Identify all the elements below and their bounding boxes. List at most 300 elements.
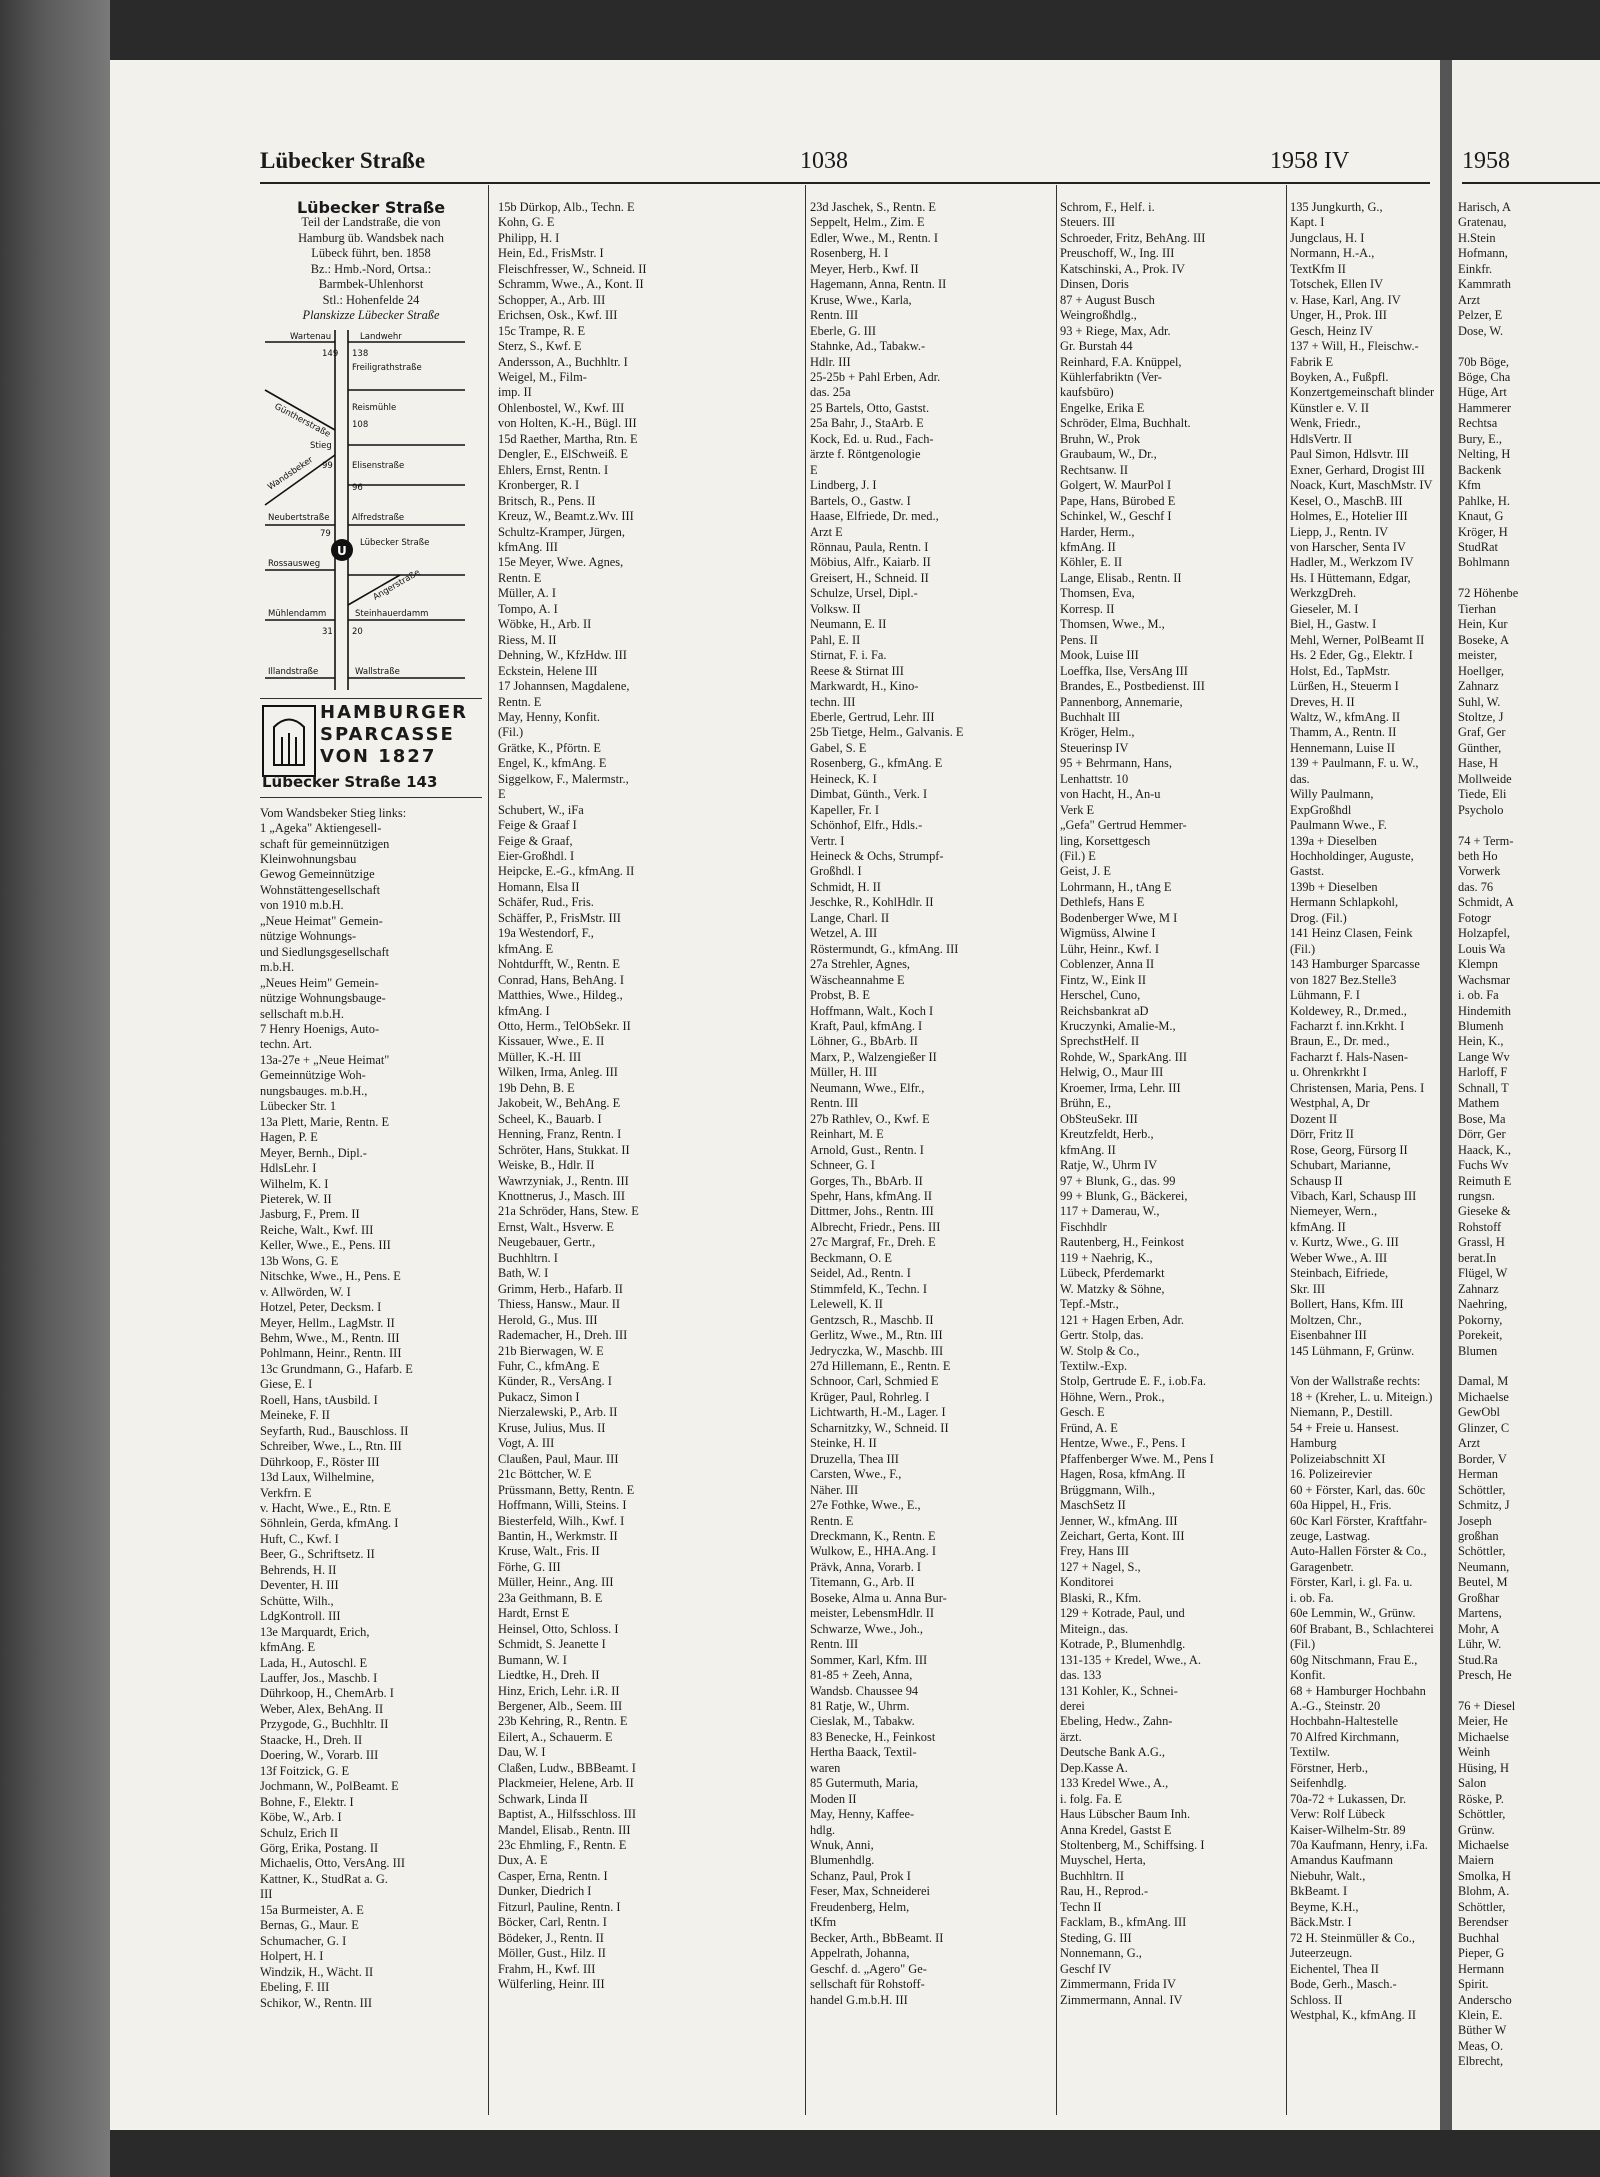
map-label: Güntherstraße	[272, 401, 332, 440]
directory-entry: das. 133	[1060, 1668, 1102, 1683]
directory-entry: Wigmüss, Alwine I	[1060, 926, 1156, 941]
directory-entry: Gabel, S. E	[810, 740, 867, 755]
directory-entry: Lübecker Str. 1	[260, 1099, 337, 1114]
directory-entry: LdgKontroll. III	[260, 1609, 341, 1624]
directory-entry: 23c Ehmling, F., Rentn. E	[498, 1838, 627, 1853]
directory-entry: 13f Foitzick, G. E	[260, 1763, 350, 1778]
directory-entry: v. Allwörden, W. I	[260, 1284, 351, 1299]
directory-entry: Großhar	[1458, 1590, 1500, 1605]
directory-entry: Pokorny,	[1458, 1312, 1503, 1327]
map-label: Lübecker Straße	[360, 537, 430, 548]
directory-entry: Großhdl. I	[810, 864, 862, 879]
directory-entry: 131 Kohler, K., Schnei-	[1060, 1683, 1178, 1698]
directory-entry: Verw: Rolf Lübeck	[1290, 1807, 1385, 1822]
page-gutter	[1440, 60, 1452, 2130]
directory-entry: 139a + Dieselben	[1290, 833, 1377, 848]
directory-entry: Müller, Heinr., Ang. III	[498, 1575, 614, 1590]
directory-entry: Fründ, A. E	[1060, 1420, 1118, 1435]
directory-entry: HdlsLehr. I	[260, 1161, 317, 1176]
directory-entry: Boseke, Alma u. Anna Bur-	[810, 1590, 947, 1605]
directory-entry: Roell, Hans, tAusbild. I	[260, 1392, 378, 1407]
directory-entry: Zahnarz	[1458, 679, 1499, 694]
directory-entry: Schopper, A., Arb. III	[498, 292, 606, 307]
directory-entry: Dinsen, Doris	[1060, 277, 1129, 292]
directory-entry: Harisch, A	[1458, 200, 1511, 214]
directory-entry: Hermann Schlapkohl,	[1290, 895, 1399, 910]
directory-entry: 23a Geithmann, B. E	[498, 1590, 603, 1605]
directory-entry: Hein, Kur	[1458, 617, 1508, 632]
directory-entry: Meyer, Herb., Kwf. II	[810, 261, 919, 276]
directory-entry: Rentn. E	[810, 1513, 854, 1528]
directory-entry: Thamm, A., Rentn. II	[1290, 725, 1397, 740]
directory-entry: Appelrath, Johanna,	[810, 1946, 910, 1961]
directory-entry: 76 + Diesel	[1458, 1698, 1516, 1713]
directory-entry: Böge, Cha	[1458, 369, 1511, 384]
directory-entry: Michaelse	[1458, 1389, 1509, 1404]
directory-entry: 16. Polizeirevier	[1290, 1467, 1372, 1482]
directory-entry: Feige & Graaf,	[498, 833, 573, 848]
directory-entry: Feser, Max, Schneiderei	[810, 1884, 930, 1899]
directory-entry: Pohlmann, Heinr., Rentn. III	[260, 1346, 402, 1361]
directory-entry: Koldewey, R., Dr.med.,	[1290, 1003, 1407, 1018]
directory-entry: Pfaffenberger Wwe. M., Pens I	[1060, 1451, 1214, 1466]
directory-entry: Dörr, Ger	[1458, 1127, 1506, 1142]
directory-entry: 15a Burmeister, A. E	[260, 1902, 364, 1917]
directory-entry: Hein, Ed., FrisMstr. I	[498, 246, 604, 261]
directory-entry: Hennemann, Luise II	[1290, 740, 1395, 755]
directory-entry: Konzertgemeinschaft blinder	[1290, 385, 1435, 400]
directory-entry: Conrad, Hans, BehAng. I	[498, 972, 624, 987]
directory-entry: kfmAng. E	[498, 941, 554, 956]
directory-entry: Ohlenbostel, W., Kwf. III	[498, 400, 625, 415]
map-label: Wandsbeker	[266, 454, 315, 493]
directory-entry: Niemeyer, Wern.,	[1290, 1204, 1378, 1219]
directory-entry: Fuhr, C., kfmAng. E	[498, 1358, 600, 1373]
directory-entry: Schnall, T	[1458, 1080, 1509, 1095]
directory-entry: 15e Meyer, Wwe. Agnes,	[498, 555, 624, 570]
page-number: 1038	[800, 148, 848, 174]
directory-entry: Paul Simon, Hdlsvtr. III	[1290, 447, 1409, 462]
directory-entry: Heipcke, E.-G., kfmAng. II	[498, 864, 635, 879]
directory-entry: WerkzgDreh.	[1290, 586, 1357, 601]
street-title-header: Lübecker Straße	[260, 148, 426, 173]
directory-entry: 13a-27e + „Neue Heimat"	[260, 1052, 390, 1067]
directory-entry: Gastst.	[1290, 864, 1325, 879]
directory-entry: Eberle, G. III	[810, 323, 877, 338]
directory-entry: Eier-Großhdl. I	[498, 849, 575, 864]
directory-entry: i. ob. Fa.	[1290, 1590, 1334, 1605]
directory-entry: Gerlitz, Wwe., M., Rtn. III	[810, 1328, 943, 1343]
directory-entry: Homann, Elsa II	[498, 879, 580, 894]
directory-entry: Hochholdinger, Auguste,	[1290, 849, 1414, 864]
directory-entry: Buchhalt III	[1060, 709, 1121, 724]
directory-entry: Plackmeier, Helene, Arb. II	[498, 1776, 634, 1791]
directory-entry: Böcker, Carl, Rentn. I	[498, 1915, 607, 1930]
directory-entry: Wetzel, A. III	[810, 926, 878, 941]
directory-entry: Rentn. III	[810, 1096, 859, 1111]
directory-entry: Arzt	[1458, 292, 1481, 307]
directory-entry: 117 + Damerau, W.,	[1060, 1204, 1160, 1219]
directory-entry: Rademacher, H., Dreh. III	[498, 1328, 628, 1343]
directory-entry: Britsch, R., Pens. II	[498, 493, 596, 508]
directory-entry: Niemann, P., Destill.	[1290, 1405, 1393, 1420]
directory-entry: Hase, H	[1458, 756, 1498, 771]
directory-entry: Polizeiabschnitt XI	[1290, 1451, 1386, 1466]
directory-entry: Schöttler,	[1458, 1807, 1506, 1822]
directory-entry: Giese, E. I	[260, 1377, 313, 1392]
directory-entry: 74 + Term-	[1458, 833, 1514, 848]
directory-entry: Lühr, Heinr., Kwf. I	[1060, 941, 1159, 956]
directory-entry: TextKfm II	[1290, 261, 1346, 276]
directory-entry: Hdlr. III	[810, 354, 851, 369]
directory-entry: Schmitz, J	[1458, 1498, 1510, 1513]
directory-entry: Prüssmann, Betty, Rentn. E	[498, 1482, 635, 1497]
header-rule	[1462, 182, 1600, 184]
directory-entry: 13e Marquardt, Erich,	[260, 1624, 370, 1639]
directory-entry: Riess, M. II	[498, 632, 557, 647]
directory-entry: Baptist, A., Hilfsschloss. III	[498, 1807, 637, 1822]
directory-entry: W. Stolp & Co.,	[1060, 1343, 1140, 1358]
directory-entry: Konfit.	[1290, 1668, 1326, 1683]
directory-entry: Löhner, G., BbArb. II	[810, 1034, 918, 1049]
map-label: 20	[352, 626, 363, 637]
directory-entry: Neugebauer, Gertr.,	[498, 1235, 596, 1250]
directory-entry: Bohne, F., Elektr. I	[260, 1794, 354, 1809]
directory-entry: 27d Hillemann, E., Rentn. E	[810, 1358, 951, 1373]
directory-entry: Köhler, E. II	[1060, 555, 1123, 570]
directory-entry: waren	[810, 1760, 841, 1775]
directory-entry: Mehl, Werner, PolBeamt II	[1290, 632, 1425, 647]
directory-entry: Matthies, Wwe., Hildeg.,	[498, 988, 623, 1003]
directory-entry: Näher. III	[810, 1482, 859, 1497]
directory-entry: Kröger, H	[1458, 524, 1508, 539]
directory-entry: Meas, O.	[1458, 2038, 1504, 2053]
directory-entry: zeuge, Lastwag.	[1290, 1528, 1371, 1543]
directory-entry: m.b.H.	[260, 960, 295, 975]
directory-entry: Hadler, M., Werkzom IV	[1290, 555, 1414, 570]
directory-entry: 135 Jungkurth, G.,	[1290, 200, 1383, 214]
directory-entry: Feige & Graaf I	[498, 818, 577, 833]
directory-entry: Hardt, Ernst E	[498, 1606, 570, 1621]
directory-entry: Vorwerk	[1458, 864, 1501, 879]
directory-entry: Zimmermann, Annal. IV	[1060, 1992, 1183, 2007]
directory-entry: 60e Lemmin, W., Grünw.	[1290, 1606, 1416, 1621]
directory-entry: Wandsb. Chaussee 94	[810, 1683, 919, 1698]
directory-entry: Lauffer, Jos., Maschb. I	[260, 1671, 378, 1685]
directory-entry: 97 + Blunk, G., das. 99	[1060, 1173, 1176, 1188]
directory-entry: Jeschke, R., KohlHdlr. II	[810, 895, 934, 910]
directory-entry: Graubaum, W., Dr.,	[1060, 447, 1157, 462]
directory-entry: Harder, Herm.,	[1060, 524, 1135, 539]
directory-entry: 21a Schröder, Hans, Stew. E	[498, 1204, 639, 1219]
directory-entry: Blumen	[1458, 1343, 1498, 1358]
directory-entry: Deventer, H. III	[260, 1578, 339, 1593]
directory-entry: tKfm	[810, 1915, 837, 1930]
directory-entry: 25a Bahr, J., StaArb. E	[810, 416, 924, 431]
directory-entry: Brühn, E.,	[1060, 1096, 1111, 1111]
directory-entry: Fabrik E	[1290, 354, 1334, 369]
map-label: 31	[322, 626, 333, 637]
directory-entry: Lada, H., Autoschl. E	[260, 1655, 368, 1670]
directory-entry: Anderscho	[1458, 1992, 1512, 2007]
directory-entry: Kronberger, R. I	[498, 478, 580, 493]
directory-entry: Gewog Gemeinnützige	[260, 867, 375, 882]
directory-entry: Rau, H., Reprod.-	[1060, 1884, 1149, 1899]
directory-entry: Garagenbetr.	[1290, 1559, 1354, 1574]
directory-entry: Geschf IV	[1060, 1961, 1112, 1976]
directory-entry: Gemeinnützige Woh-	[260, 1068, 366, 1083]
directory-entry: 60 + Förster, Karl, das. 60c	[1290, 1482, 1426, 1497]
directory-entry: Pieterek, W. II	[260, 1191, 332, 1206]
directory-entry: Heinsel, Otto, Schloss. I	[498, 1621, 619, 1636]
directory-entry: HdlsVertr. II	[1290, 431, 1352, 446]
directory-entry: 95 + Behrmann, Hans,	[1060, 756, 1172, 771]
directory-entry: Förhe, G. III	[498, 1559, 561, 1574]
directory-entry: III	[260, 1887, 273, 1902]
directory-entry: Meyer, Hellm., LagMstr. II	[260, 1315, 395, 1330]
directory-entry: 99 + Blunk, G., Bäckerei,	[1060, 1189, 1188, 1203]
column-2-entries	[498, 200, 798, 2100]
directory-entry: Blaski, R., Kfm.	[1060, 1590, 1142, 1605]
directory-entry: Schäfer, Rud., Fris.	[498, 895, 594, 910]
street-intro-line: Bz.: Hmb.-Nord, Ortsa.:	[310, 261, 432, 276]
directory-entry: 83 Benecke, H., Feinkost	[810, 1729, 936, 1744]
map-label: Rossausweg	[268, 558, 321, 569]
directory-entry: 13a Plett, Marie, Rentn. E	[260, 1114, 390, 1129]
directory-entry: Sterz, S., Kwf. E	[498, 339, 582, 354]
directory-entry: BkBeamt. I	[1290, 1884, 1348, 1899]
directory-entry: StudRat	[1458, 539, 1498, 554]
directory-entry: Presch, He	[1458, 1668, 1512, 1683]
directory-entry: Dreckmann, K., Rentn. E	[810, 1528, 936, 1543]
directory-entry: Bäck.Mstr. I	[1290, 1915, 1352, 1930]
directory-entry: Probst, B. E	[810, 988, 870, 1003]
directory-entry: Wilhelm, K. I	[260, 1176, 329, 1191]
directory-entry	[1458, 1684, 1598, 1699]
sparcasse-advertisement	[260, 698, 482, 798]
directory-entry: Steuers. III	[1060, 215, 1116, 230]
directory-entry	[1458, 571, 1598, 586]
directory-entry: Weiske, B., Hdlr. II	[498, 1158, 595, 1173]
directory-entry: Wawrzyniak, J., Rentn. III	[498, 1173, 629, 1188]
directory-entry: Schnoor, Carl, Schmied E	[810, 1374, 939, 1389]
directory-entry: Jungclaus, H. I	[1290, 230, 1365, 245]
directory-entry: Frey, Hans III	[1060, 1544, 1130, 1559]
directory-entry: Knottnerus, J., Masch. III	[498, 1189, 625, 1203]
directory-entry: Lelewell, K. II	[810, 1297, 883, 1312]
directory-entry: Braun, E., Dr. med.,	[1290, 1034, 1390, 1049]
directory-entry: ling, Korsettgesch	[1060, 833, 1151, 848]
directory-entry: Gentzsch, R., Maschb. II	[810, 1312, 934, 1327]
directory-entry: Künstler e. V. II	[1290, 400, 1370, 415]
directory-entry: Porekeit,	[1458, 1328, 1503, 1343]
directory-entry: Hagemann, Anna, Rentn. II	[810, 277, 947, 292]
map-label: Landwehr	[360, 331, 402, 342]
street-intro-line: Lübeck führt, ben. 1858	[311, 246, 431, 261]
map-label: Alfredstraße	[352, 512, 405, 523]
directory-entry: Schumacher, G. I	[260, 1933, 347, 1948]
directory-entry: 72 H. Steinmüller & Co.,	[1290, 1930, 1415, 1945]
directory-entry: sellschaft m.b.H.	[260, 1006, 344, 1021]
directory-entry: Reinhart, M. E	[810, 1127, 884, 1142]
directory-entry: Pukacz, Simon I	[498, 1389, 580, 1404]
directory-entry: 119 + Naehrig, K.,	[1060, 1250, 1153, 1265]
directory-entry: Büther W	[1458, 2023, 1507, 2038]
directory-entry: Edler, Wwe., M., Rentn. I	[810, 230, 938, 245]
directory-entry: Rönnau, Paula, Rentn. I	[810, 539, 929, 554]
directory-entry: Holmes, E., Hotelier III	[1290, 509, 1408, 524]
directory-entry: Flügel, W	[1458, 1266, 1508, 1281]
directory-entry: Künder, R., VersAng. I	[498, 1374, 612, 1389]
directory-entry: Marx, P., Walzengießer II	[810, 1049, 937, 1064]
directory-entry: Schramm, Wwe., A., Kont. II	[498, 277, 644, 292]
directory-entry: Buchhltrn. I	[498, 1250, 558, 1265]
directory-entry: Kruse, Wwe., Karla,	[810, 292, 912, 307]
directory-entry: Louis Wa	[1458, 941, 1506, 956]
directory-entry: Coblenzer, Anna II	[1060, 957, 1155, 972]
directory-entry: Behrends, H. II	[260, 1562, 337, 1577]
directory-entry: Scheel, K., Bauarb. I	[498, 1111, 602, 1126]
directory-entry: Kock, Ed. u. Rud., Fach-	[810, 431, 934, 446]
directory-entry: Westphal, K., kfmAng. II	[1290, 2008, 1416, 2023]
directory-entry: 81 Ratje, W., Uhrm.	[810, 1698, 910, 1713]
directory-entry: Blohm, A.	[1458, 1884, 1510, 1899]
directory-entry: Neumann, Wwe., Elfr.,	[810, 1080, 925, 1095]
street-intro-line: Hamburg üb. Wandsbek nach	[298, 230, 444, 245]
directory-entry: Rosenberg, G., kfmAng. E	[810, 756, 943, 771]
directory-entry: Totschek, Ellen IV	[1290, 277, 1384, 292]
column-3-entries	[810, 200, 1060, 2100]
directory-entry: meister,	[1458, 648, 1498, 663]
directory-entry: Höhne, Wern., Prok.,	[1060, 1389, 1165, 1404]
directory-entry: Stud.Ra	[1458, 1652, 1498, 1667]
directory-entry: Becker, Arth., BbBeamt. II	[810, 1930, 944, 1945]
directory-entry: Fischhdlr	[1060, 1219, 1107, 1234]
directory-entry: das. 76	[1458, 879, 1494, 894]
directory-entry: Hoellger,	[1458, 663, 1504, 678]
directory-entry: techn. Art.	[260, 1037, 312, 1052]
map-label: 79	[320, 528, 331, 539]
book-spine	[0, 0, 110, 2177]
directory-entry: Claßen, Ludw., BBBeamt. I	[498, 1760, 636, 1775]
directory-entry: Deutsche Bank A.G.,	[1060, 1745, 1165, 1760]
directory-entry: u. Ohrenkrkht I	[1290, 1065, 1367, 1080]
directory-entry: Nohtdurfft, W., Rentn. E	[498, 957, 620, 972]
directory-entry: May, Henny, Kaffee-	[810, 1807, 915, 1822]
directory-entry: Geist, J. E	[1060, 864, 1111, 879]
directory-entry: Heineck & Ochs, Strumpf-	[810, 849, 944, 864]
directory-entry: Andersson, A., Buchhltr. I	[498, 354, 628, 369]
directory-entry: Hinz, Erich, Lehr. i.R. II	[498, 1683, 620, 1698]
directory-entry: Grünw.	[1458, 1822, 1495, 1837]
directory-entry: Mohr, A	[1458, 1621, 1500, 1636]
directory-entry: 13d Laux, Wilhelmine,	[260, 1470, 375, 1485]
directory-entry: Volksw. II	[810, 601, 861, 616]
column-5-entries	[1290, 200, 1440, 2100]
directory-entry: Ratje, W., Uhrm IV	[1060, 1158, 1158, 1173]
directory-entry: Gratenau,	[1458, 215, 1507, 230]
directory-entry: Schloss. II	[1290, 1992, 1343, 2007]
directory-entry: Hüsing, H	[1458, 1760, 1509, 1775]
directory-entry: kfmAng. II	[1290, 1219, 1346, 1234]
directory-entry: Pannenborg, Annemarie,	[1060, 694, 1183, 709]
directory-entry: Wnuk, Anni,	[810, 1838, 874, 1853]
directory-entry: 70b Böge,	[1458, 354, 1509, 369]
directory-entry: 25 Bartels, Otto, Gastst.	[810, 400, 930, 415]
column-divider	[488, 185, 489, 2115]
directory-entry: Druzella, Thea III	[810, 1451, 899, 1466]
directory-entry: Stirnat, F. i. Fa.	[810, 648, 887, 663]
directory-entry: kfmAng. III	[498, 539, 558, 554]
directory-entry: kfmAng. II	[1060, 1142, 1116, 1157]
directory-entry: Stolp, Gertrude E. F., i.ob.Fa.	[1060, 1374, 1206, 1389]
directory-entry: Mook, Luise III	[1060, 648, 1139, 663]
directory-entry: Vom Wandsbeker Stieg links:	[260, 805, 407, 820]
directory-entry: Kruse, Julius, Mus. II	[498, 1420, 606, 1435]
directory-entry: Meineke, F. II	[260, 1408, 330, 1423]
directory-entry: Boseke, A	[1458, 632, 1509, 647]
directory-entry: Möbius, Alfr., Kaiarb. II	[810, 555, 931, 570]
directory-entry: 85 Gutermuth, Maria,	[810, 1776, 919, 1791]
directory-entry: Blumenhdlg.	[810, 1853, 875, 1868]
directory-entry: Schwark, Linda II	[498, 1791, 588, 1806]
directory-entry: Seidel, Ad., Rentn. I	[810, 1266, 911, 1281]
map-label: Angerstraße	[371, 567, 422, 603]
directory-entry: Kapeller, Fr. I	[810, 802, 880, 817]
directory-entry: Schäffer, P., FrisMstr. III	[498, 910, 621, 925]
directory-entry: Holst, Ed., TapMstr.	[1290, 663, 1391, 678]
directory-entry: Schröter, Hans, Stukkat. II	[498, 1142, 630, 1157]
directory-entry: Kohn, G. E	[498, 215, 555, 230]
directory-entry: W. Matzky & Söhne,	[1060, 1281, 1165, 1296]
directory-entry: Miteign., das.	[1060, 1621, 1129, 1636]
directory-entry: kaufsbüro)	[1060, 385, 1114, 400]
directory-entry: Zeichart, Gerta, Kont. III	[1060, 1528, 1185, 1543]
directory-entry: Verk E	[1060, 802, 1095, 817]
directory-entry: Sommer, Karl, Kfm. III	[810, 1652, 928, 1667]
directory-entry: Kruczynki, Amalie-M.,	[1060, 1019, 1176, 1034]
directory-entry: 1 „Ageka" Aktiengesell-	[260, 821, 382, 836]
directory-entry: Hindemith	[1458, 1003, 1511, 1018]
directory-entry: Eckstein, Helene III	[498, 663, 598, 678]
directory-entry: Hertha Baack, Textil-	[810, 1745, 917, 1760]
directory-entry: Hagen, Rosa, kfmAng. II	[1060, 1467, 1186, 1482]
directory-entry: Hs. 2 Eder, Gg., Elektr. I	[1290, 648, 1413, 663]
directory-entry: Kapt. I	[1290, 215, 1325, 230]
directory-entry: Dep.Kasse A.	[1060, 1760, 1128, 1775]
adjacent-page-entries	[1458, 200, 1598, 2100]
directory-entry: 18 + (Kreher, L. u. Miteign.)	[1290, 1389, 1433, 1404]
directory-entry: Schubart, Marianne,	[1290, 1158, 1391, 1173]
directory-page	[110, 60, 1440, 2130]
directory-entry: Zimmermann, Frida IV	[1060, 1977, 1176, 1992]
directory-entry: 60g Nitschmann, Frau E.,	[1290, 1652, 1418, 1667]
directory-entry: Gesch, Heinz IV	[1290, 323, 1373, 338]
directory-entry: und Siedlungsgesellschaft	[260, 944, 390, 959]
directory-entry: Knaut, G	[1458, 509, 1504, 524]
directory-entry: Christensen, Maria, Pens. I	[1290, 1080, 1425, 1095]
directory-entry: nützige Wohnungs-	[260, 929, 357, 944]
directory-entry: Rentn. III	[810, 308, 859, 323]
directory-entry: Herschel, Cuno,	[1060, 988, 1141, 1003]
directory-entry: Martens,	[1458, 1606, 1502, 1621]
directory-entry: Kissauer, Wwe., E. II	[498, 1034, 605, 1049]
directory-entry: Bode, Gerh., Masch.-	[1290, 1977, 1397, 1992]
directory-entry: Schinkel, W., Geschf I	[1060, 509, 1172, 524]
directory-entry: Exner, Gerhard, Drogist III	[1290, 462, 1425, 477]
directory-entry: Markwardt, H., Kino-	[810, 679, 919, 694]
directory-entry: Schultz-Kramper, Jürgen,	[498, 524, 625, 539]
